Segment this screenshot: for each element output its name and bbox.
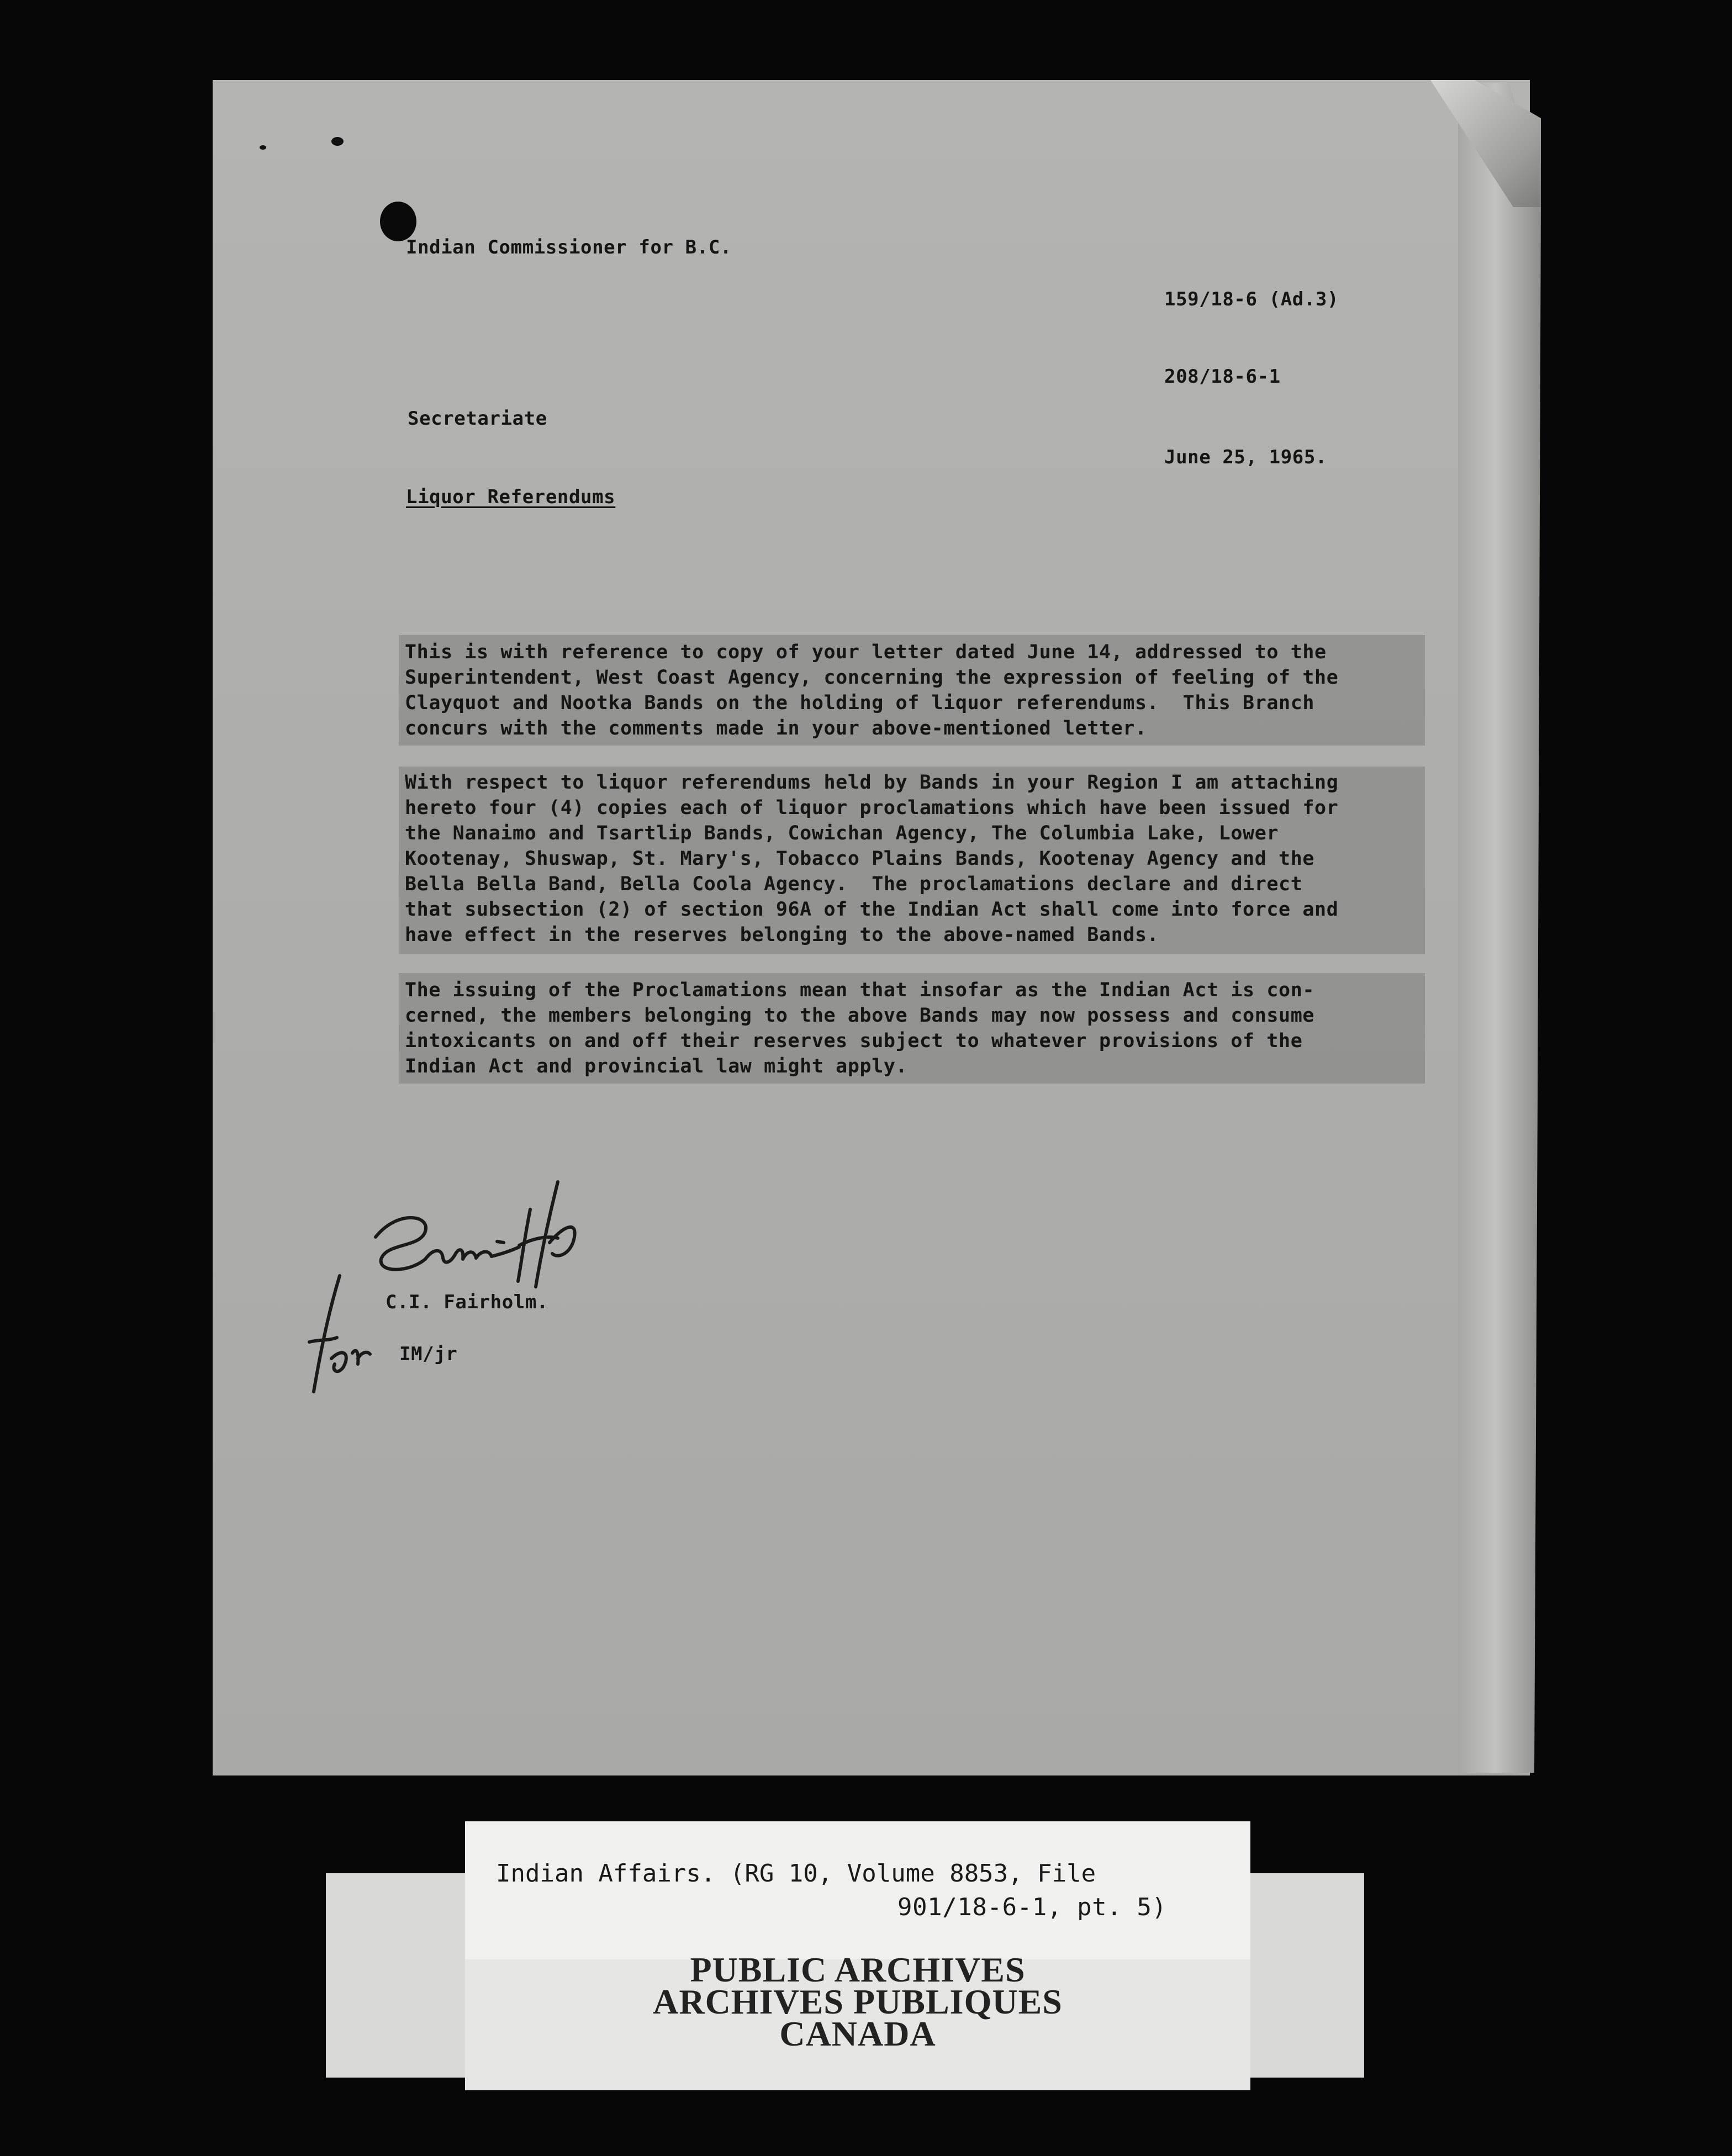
reference-initials: IM/jr: [399, 1343, 458, 1365]
paragraph-line: Superintendent, West Coast Agency, concerning the expression of feeling of the: [405, 667, 1339, 689]
paragraph-line: hereto four (4) copies each of liquor proclamations which have been issued for: [405, 797, 1339, 819]
archive-label-line-2: 901/18-6-1, pt. 5): [897, 1893, 1167, 1921]
paragraph-line: the Nanaimo and Tsartlip Bands, Cowichan Agency, The Columbia Lake, Lower: [405, 822, 1279, 844]
subject-line: Liquor Referendums: [406, 486, 616, 508]
stamp-archives-publiques: ARCHIVES PUBLIQUES: [653, 1982, 1063, 2021]
paragraph-line: cerned, the members belonging to the above Bands may now possess and consume: [405, 1005, 1315, 1027]
paragraph-line: This is with reference to copy of your letter dated June 14, addressed to the: [405, 641, 1327, 663]
paragraph-line: The issuing of the Proclamations mean that insofar as the Indian Act is con-: [405, 979, 1315, 1001]
stamp-canada: CANADA: [779, 2014, 936, 2053]
paragraph-line: Bella Bella Band, Bella Coola Agency. The proclamations declare and direct: [405, 873, 1303, 895]
paragraph-line: Indian Act and provincial law might apply.: [405, 1055, 908, 1077]
stamp-public-archives: PUBLIC ARCHIVES: [690, 1950, 1026, 1989]
paragraph-line: that subsection (2) of section 96A of the Indian Act shall come into force and: [405, 899, 1339, 921]
paragraph-line: Clayquot and Nootka Bands on the holding of liquor referendums. This Branch: [405, 692, 1315, 714]
dust-speck: [331, 137, 344, 146]
paragraph-line: Kootenay, Shuswap, St. Mary's, Tobacco Plains Bands, Kootenay Agency and the: [405, 848, 1315, 870]
file-number-2: 208/18-6-1: [1164, 366, 1281, 388]
archive-label-line-1: Indian Affairs. (RG 10, Volume 8853, File: [496, 1859, 1096, 1888]
sender-office: Secretariate: [408, 408, 547, 430]
sheet-edge-curl: [1458, 83, 1541, 1773]
paragraph-line: concurs with the comments made in your above-mentioned letter.: [405, 717, 1147, 739]
letter-date: June 25, 1965.: [1164, 446, 1327, 468]
paragraph-line: With respect to liquor referendums held by Bands in your Region I am attaching: [405, 771, 1339, 794]
file-number-1: 159/18-6 (Ad.3): [1164, 288, 1339, 310]
paragraph-line: have effect in the reserves belonging to the above-named Bands.: [405, 924, 1159, 946]
addressee: Indian Commissioner for B.C.: [406, 236, 732, 258]
signatory-name: C.I. Fairholm.: [386, 1291, 548, 1313]
paragraph-line: intoxicants on and off their reserves subject to whatever provisions of the: [405, 1030, 1303, 1052]
punch-hole: [380, 202, 416, 241]
dust-speck: [260, 145, 266, 150]
